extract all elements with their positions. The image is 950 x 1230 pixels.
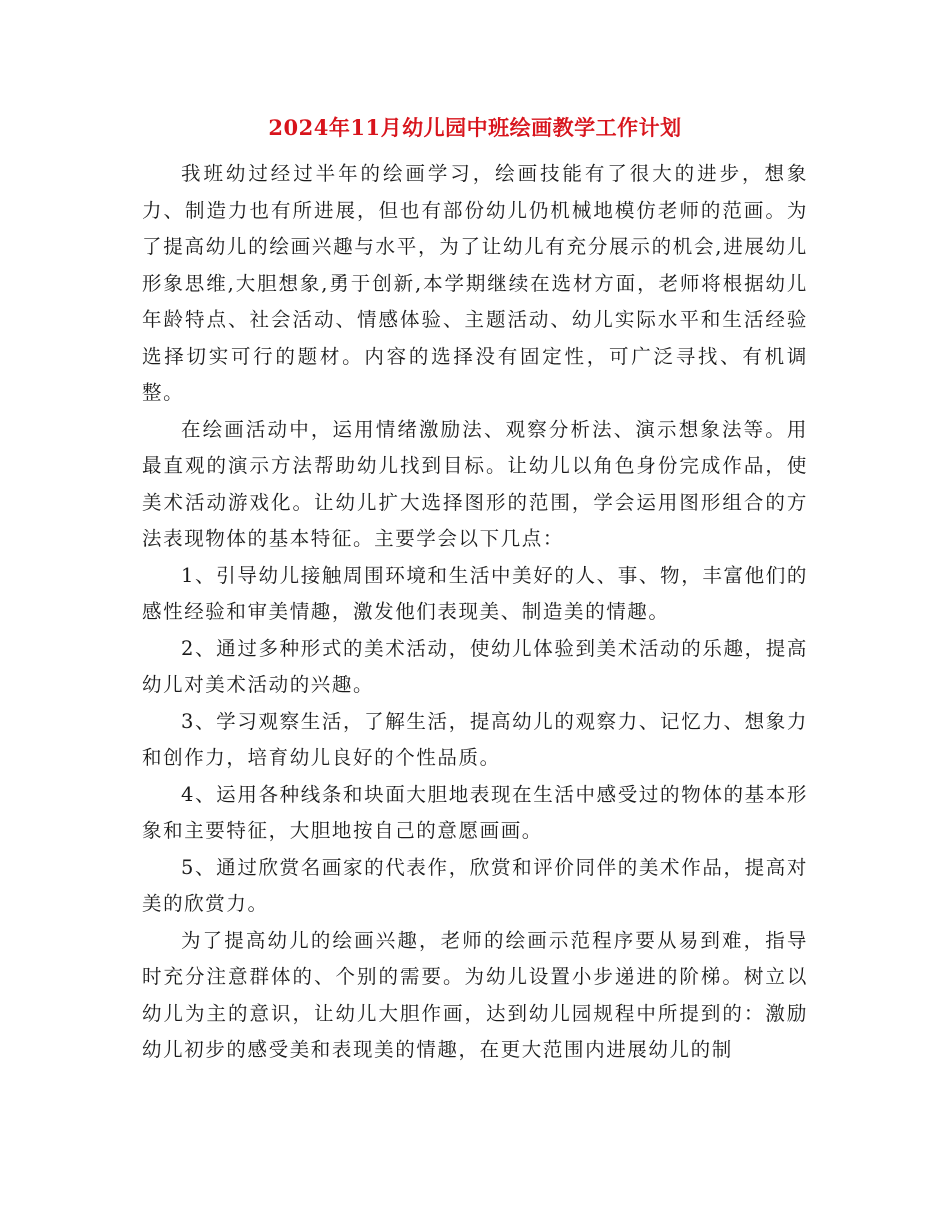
paragraph-closing: 为了提高幼儿的绘画兴趣，老师的绘画示范程序要从易到难，指导时充分注意群体的、个别的需要。为幼儿设置小步递进的阶梯。树立以幼儿为主的意识，让幼儿大胆作画，达到幼儿园规程中所提到的：激励幼儿初步的感受美和表现美的情趣，在更大范围内进展幼儿的制: [142, 928, 808, 1061]
list-item-3: 3、学习观察生活，了解生活，提高幼儿的观察力、记忆力、想象力和创作力，培育幼儿良好的个性品质。: [142, 709, 808, 769]
document-body: [142, 156, 808, 1069]
list-item-1: 1、引导幼儿接触周围环境和生活中美好的人、事、物，丰富他们的感性经验和审美情趣，激发他们表现美、制造美的情趣。: [142, 563, 808, 623]
list-item-5: 5、通过欣赏名画家的代表作，欣赏和评价同伴的美术作品，提高对美的欣赏力。: [142, 855, 808, 915]
list-item-2: 2、通过多种形式的美术活动，使幼儿体验到美术活动的乐趣，提高 幼儿对美术活动的兴趣。: [142, 636, 808, 696]
paragraph-intro: 我班幼过经过半年的绘画学习，绘画技能有了很大的进步，想象力、制造力也有所进展，但也有部份幼儿仍机械地模仿老师的范画。为了提高幼儿的绘画兴趣与水平，为了让幼儿有充分展示的机会,进展幼儿形象思维,大胆想象,勇于创新,本学期继续在选材方面，老师将根据幼儿年龄特点、社会活动、情感体验、主题活动、幼儿实际水平和生活经验选择切实可行的题材。内容的选择没有固定性，可广泛寻找、有机调整。: [142, 162, 808, 404]
document-title: 2024年11月幼儿园中班绘画教学工作计划: [268, 115, 682, 140]
paragraph-methods: 在绘画活动中，运用情绪激励法、观察分析法、演示想象法等。用最直观的演示方法帮助幼儿找到目标。让幼儿以角色身份完成作品，使美术活动游戏化。让幼儿扩大选择图形的范围，学会运用图形组合的方法表现物体的基本特征。主要学会以下几点：: [142, 417, 808, 550]
list-item-4: 4、运用各种线条和块面大胆地表现在生活中感受过的物体的基本形象和主要特征，大胆地按自己的意愿画画。: [142, 782, 808, 842]
